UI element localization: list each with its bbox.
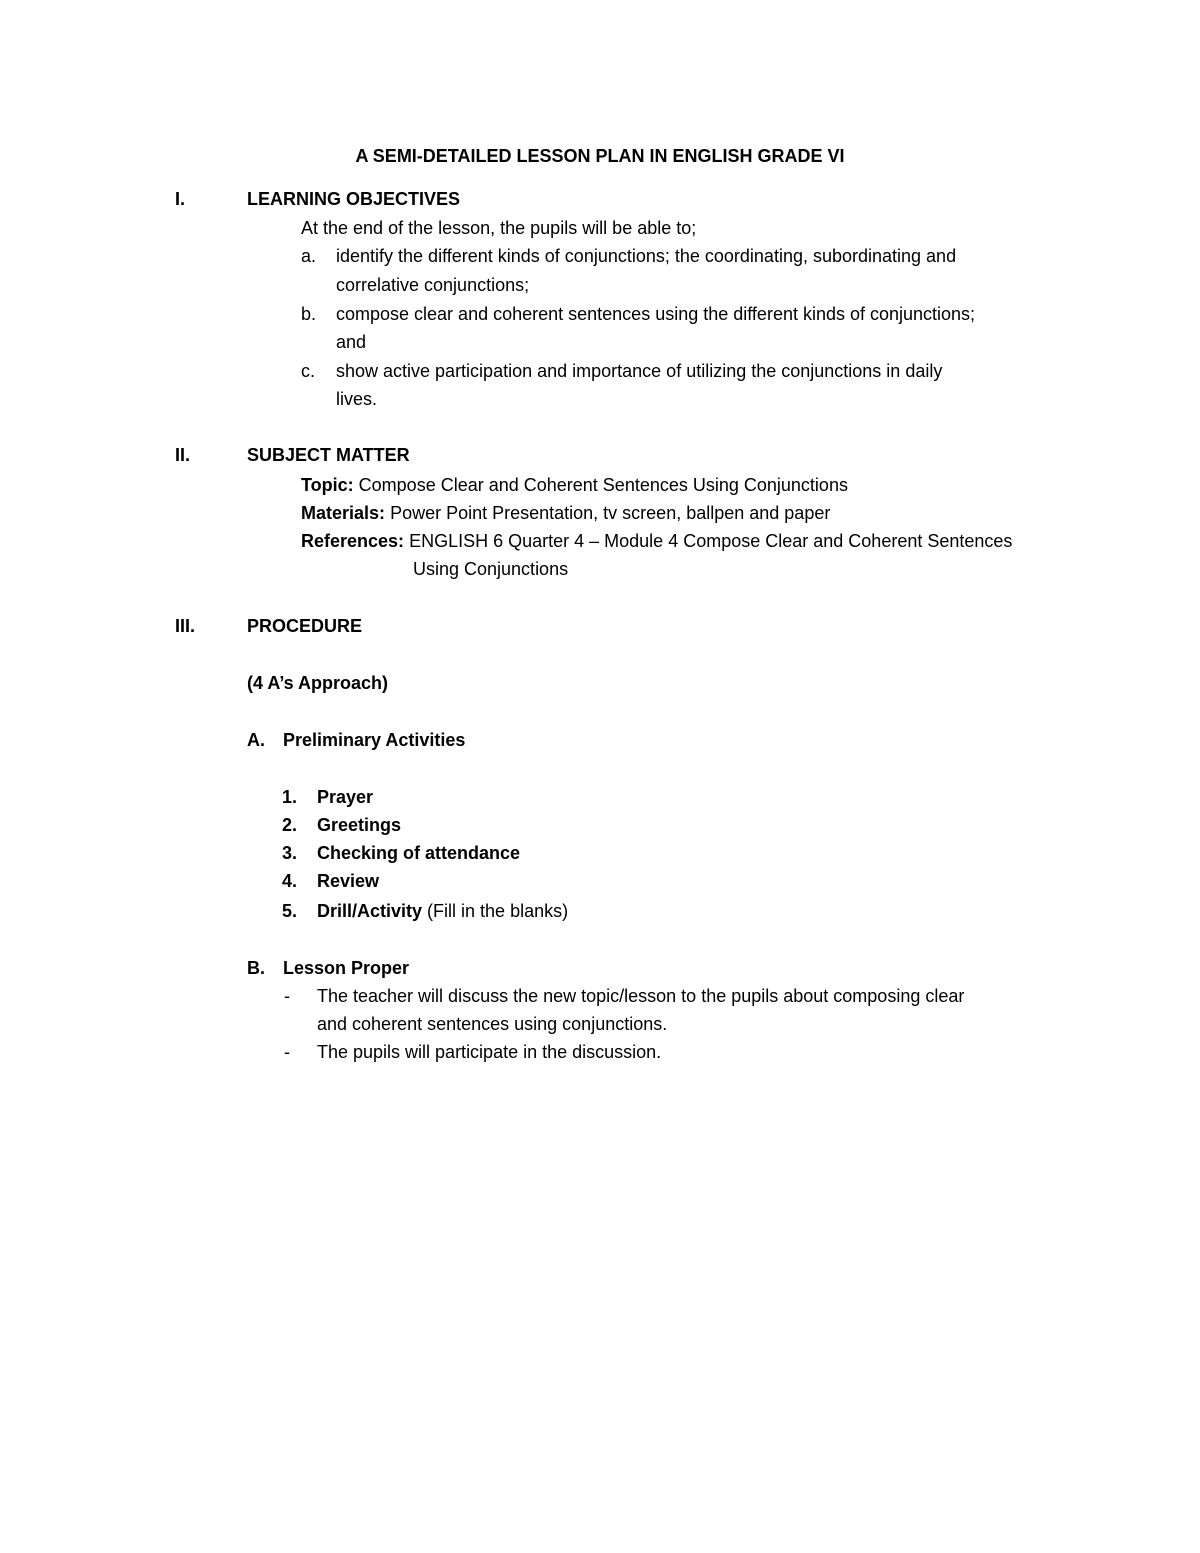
section-heading-subject-matter: SUBJECT MATTER	[247, 445, 410, 465]
activity-item-note: (Fill in the blanks)	[427, 901, 569, 921]
topic-value: Compose Clear and Coherent Sentences Using Conjunctions	[358, 475, 848, 495]
references-value-continued: Using Conjunctions	[413, 559, 569, 579]
list-marker: 1.	[282, 787, 298, 807]
activity-item: Review	[317, 871, 380, 891]
references-row	[301, 529, 1012, 553]
materials-row	[301, 501, 830, 525]
bullet-dash: -	[284, 986, 290, 1006]
list-marker: c.	[301, 361, 316, 381]
materials-value: Power Point Presentation, tv screen, ballpen and paper	[390, 503, 831, 523]
objective-item-line: compose clear and coherent sentences using the different kinds of conjunctions;	[336, 304, 976, 324]
activity-item-label: Drill/Activity	[317, 901, 423, 921]
list-marker: 5.	[282, 901, 298, 921]
objective-item-line: lives.	[336, 389, 378, 409]
document-title: A SEMI-DETAILED LESSON PLAN IN ENGLISH GRADE VI	[355, 146, 845, 166]
list-marker: 3.	[282, 843, 298, 863]
list-marker: a.	[301, 246, 317, 266]
activity-item: Greetings	[317, 815, 402, 835]
references-label: References:	[301, 531, 405, 551]
section-numeral: III.	[175, 616, 196, 636]
topic-row	[301, 473, 848, 497]
topic-label: Topic:	[301, 475, 354, 495]
list-marker: 2.	[282, 815, 298, 835]
bullet-dash: -	[284, 1042, 290, 1062]
section-numeral: I.	[175, 189, 186, 209]
lesson-proper-item-line: The teacher will discuss the new topic/lesson to the pupils about composing clear	[317, 986, 965, 1006]
subsection-heading-preliminary: Preliminary Activities	[283, 730, 466, 750]
list-marker: 4.	[282, 871, 298, 891]
section-heading-procedure: PROCEDURE	[247, 616, 363, 636]
lesson-proper-item-line: The pupils will participate in the discussion.	[317, 1042, 662, 1062]
objectives-intro: At the end of the lesson, the pupils will be able to;	[301, 218, 697, 238]
activity-item: Prayer	[317, 787, 374, 807]
subsection-marker: A.	[247, 730, 265, 750]
section-heading-objectives: LEARNING OBJECTIVES	[247, 189, 461, 209]
activity-item	[317, 899, 568, 923]
approach-label: (4 A’s Approach)	[247, 673, 389, 693]
objective-item-line: show active participation and importance of utilizing the conjunctions in daily	[336, 361, 943, 381]
materials-label: Materials:	[301, 503, 386, 523]
lesson-proper-item-line: and coherent sentences using conjunctions.	[317, 1014, 668, 1034]
objective-item-line: correlative conjunctions;	[336, 275, 530, 295]
subsection-marker: B.	[247, 958, 265, 978]
list-marker: b.	[301, 304, 317, 324]
subsection-heading-lesson-proper: Lesson Proper	[283, 958, 410, 978]
references-value: ENGLISH 6 Quarter 4 – Module 4 Compose Clear and Coherent Sentences	[409, 531, 1013, 551]
objective-item-line: and	[336, 332, 367, 352]
objective-item-line: identify the different kinds of conjunctions; the coordinating, subordinating and	[336, 246, 957, 266]
section-numeral: II.	[175, 445, 191, 465]
activity-item: Checking of attendance	[317, 843, 521, 863]
